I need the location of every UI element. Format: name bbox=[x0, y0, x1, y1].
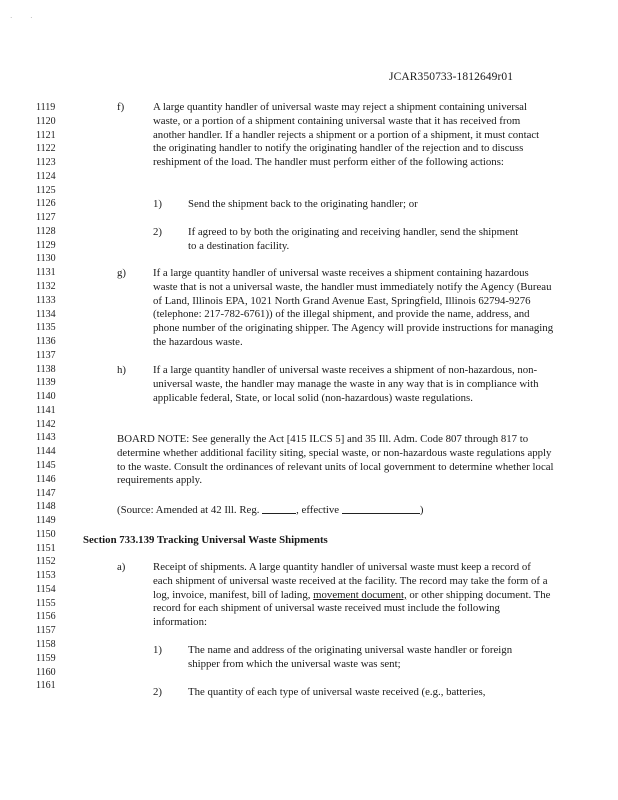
line-number: 1154 bbox=[36, 583, 56, 595]
line-number: 1139 bbox=[36, 377, 56, 389]
line-number: 1133 bbox=[36, 294, 56, 306]
line-number: 1136 bbox=[36, 336, 56, 348]
line-number: 1121 bbox=[36, 129, 56, 141]
item-a2-label: 2) bbox=[153, 686, 162, 698]
section-heading: Section 733.139 Tracking Universal Waste Shipments bbox=[83, 534, 328, 546]
line-number: 1155 bbox=[36, 597, 56, 609]
item-f1-text: Send the shipment back to the originating handler; or bbox=[188, 198, 418, 210]
document-id: JCAR350733-1812649r01 bbox=[389, 71, 514, 83]
para-a-label: a) bbox=[117, 561, 126, 573]
line-number: 1135 bbox=[36, 322, 56, 334]
effective-blank bbox=[342, 503, 420, 514]
line-number: 1148 bbox=[36, 501, 56, 513]
line-number: 1156 bbox=[36, 611, 56, 623]
line-number: 1151 bbox=[36, 542, 56, 554]
line-number: 1141 bbox=[36, 404, 56, 416]
line-number: 1129 bbox=[36, 239, 56, 251]
line-number: 1137 bbox=[36, 349, 56, 361]
line-number: 1132 bbox=[36, 281, 56, 292]
line-number: 1142 bbox=[36, 418, 56, 430]
reg-blank bbox=[262, 503, 296, 514]
para-h-label: h) bbox=[117, 364, 126, 376]
line-number: 1134 bbox=[36, 308, 56, 320]
item-f2-label: 2) bbox=[153, 226, 162, 238]
line-number: 1140 bbox=[36, 391, 56, 403]
source-suffix: ) bbox=[419, 504, 424, 516]
line-number: 1144 bbox=[36, 446, 56, 458]
para-g-label: g) bbox=[117, 267, 126, 279]
source-prefix: (Source: Amended at 42 Ill. Reg. bbox=[117, 504, 260, 516]
para-a-text bbox=[153, 561, 553, 630]
scan-marks: · · bbox=[10, 14, 41, 22]
para-a-text-after: or other shipping document. The record for each shipment of universal waste received must include the following information: bbox=[153, 588, 551, 629]
line-number: 1152 bbox=[36, 556, 56, 568]
item-a2-text: The quantity of each type of universal waste received (e.g., batteries, bbox=[188, 686, 486, 698]
line-number: 1130 bbox=[36, 253, 56, 265]
para-f-label: f) bbox=[117, 101, 125, 113]
source-mid: , effective bbox=[296, 504, 340, 516]
line-number: 1160 bbox=[36, 666, 56, 678]
line-number: 1119 bbox=[36, 102, 56, 113]
para-a-underlined: movement document, bbox=[313, 588, 407, 601]
line-number: 1131 bbox=[36, 267, 56, 279]
line-number: 1150 bbox=[36, 528, 56, 540]
item-a1-text: The name and address of the originating universal waste handler or foreign shipper from which the universal waste was sent; bbox=[188, 644, 513, 670]
line-number: 1146 bbox=[36, 473, 56, 485]
source-line bbox=[117, 503, 557, 518]
para-g-text: If a large quantity handler of universal waste receives a shipment containing hazardous waste that is not a universal waste, the handler must immediately notify the Agency (Bureau of Land, Illinois EPA, 1021 North Grand Avenue East, Springfield, Illinois 62794-9276 (telephone: 217-782-6761)) of the illegal shipment, and provide the name, address, and phone number of the originating shipper. The Agency will provide instructions for managing the hazardous waste. bbox=[153, 267, 554, 348]
item-f2-text: If agreed to by both the originating and receiving handler, send the shipment to a destination facility. bbox=[188, 226, 519, 252]
line-number: 1122 bbox=[36, 143, 56, 155]
line-number: 1128 bbox=[36, 225, 56, 237]
line-number: 1158 bbox=[36, 639, 56, 651]
line-number: 1120 bbox=[36, 115, 56, 127]
line-number: 1123 bbox=[36, 157, 56, 169]
line-number: 1145 bbox=[36, 460, 56, 472]
line-number: 1125 bbox=[36, 184, 56, 196]
line-number: 1126 bbox=[36, 198, 56, 210]
line-number: 1127 bbox=[36, 212, 56, 224]
line-number: 1149 bbox=[36, 515, 56, 527]
item-f1-label: 1) bbox=[153, 198, 162, 210]
para-a-text-before: Receipt of shipments. A large quantity handler of universal waste must keep a record of each shipment of universal waste received at the facility. The record may take the form of a log, invoice, manifest, bill of lading, bbox=[153, 561, 548, 601]
line-number: 1138 bbox=[36, 363, 56, 375]
para-h-text: If a large quantity handler of universal waste receives a shipment of non-hazardous, non-universal waste, the handler may manage the waste in any way that is in compliance with applicable federal, State, or local solid (non-hazardous) waste regulations. bbox=[153, 364, 539, 404]
line-number: 1147 bbox=[36, 487, 56, 499]
para-f-text: A large quantity handler of universal waste may reject a shipment containing universal waste, or a portion of a shipment containing universal waste that it has received from another handler. If a handler rejects a shipment or a portion of a shipment, it must contact the originating handler to notify the originating handler of the rejection and to discuss reshipment of the load. The handler must perform either of the following actions: bbox=[153, 101, 540, 169]
line-number: 1157 bbox=[36, 625, 56, 637]
line-number: 1143 bbox=[36, 432, 56, 444]
line-number: 1159 bbox=[36, 652, 56, 664]
line-number: 1161 bbox=[36, 680, 56, 692]
item-a1-label: 1) bbox=[153, 644, 162, 656]
line-number: 1124 bbox=[36, 170, 56, 182]
board-note: BOARD NOTE: See generally the Act [415 ILCS 5] and 35 Ill. Adm. Code 807 through 817 to determine whether additional facility siting, special waste, or non-hazardous waste regulations apply to the waste. Consult the ordinances of relevant units of local government to determine whether local requirements apply. bbox=[117, 433, 554, 487]
line-number: 1153 bbox=[36, 570, 56, 582]
